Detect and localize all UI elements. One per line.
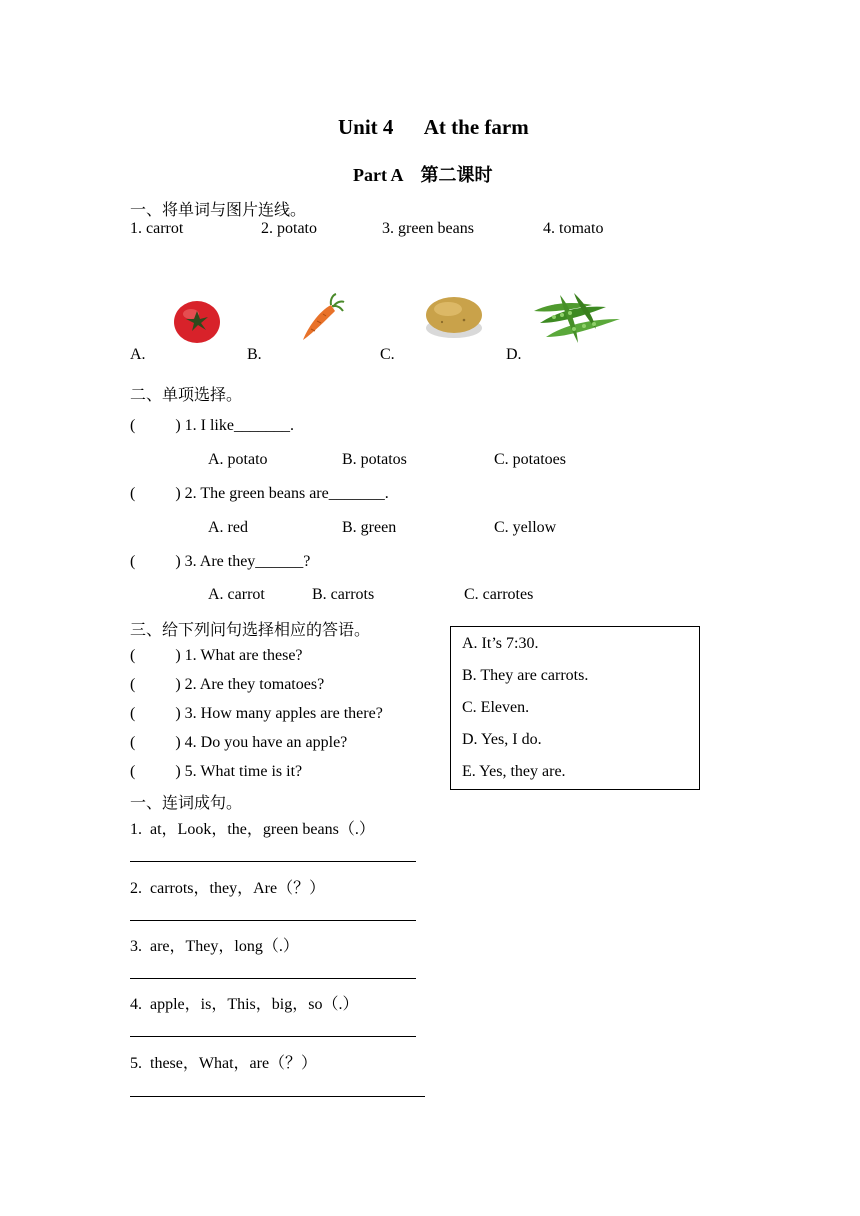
- page-title: Unit 4 At the farm: [338, 115, 529, 139]
- word-order-item: 5. these，What，are（？）: [130, 1055, 318, 1072]
- option-a: A. red: [208, 519, 248, 536]
- answer-option: D. Yes, I do.: [462, 731, 542, 748]
- question-stem: ( ) 1. I like_______.: [130, 417, 294, 434]
- option-c: C. carrotes: [464, 586, 534, 603]
- picture-label-a: A.: [130, 346, 146, 363]
- word-carrot: 1. carrot: [130, 220, 184, 237]
- picture-label-d: D.: [506, 346, 522, 363]
- option-a: A. carrot: [208, 586, 265, 603]
- section4-heading: 一、连词成句。: [130, 795, 243, 812]
- answer-line: [130, 1036, 416, 1037]
- option-c: C. potatoes: [494, 451, 566, 468]
- question-stem: ( ) 2. The green beans are_______.: [130, 485, 389, 502]
- answer-option: A. It’s 7:30.: [462, 635, 539, 652]
- word-potato: 2. potato: [261, 220, 317, 237]
- answer-line: [130, 861, 416, 862]
- section2-heading: 二、单项选择。: [130, 387, 243, 404]
- page-subtitle: Part A 第二课时: [353, 165, 493, 185]
- green-beans-icon: [530, 289, 624, 347]
- potato-icon: [424, 292, 484, 340]
- answer-option: B. They are carrots.: [462, 667, 589, 684]
- answer-option: E. Yes, they are.: [462, 763, 566, 780]
- match-question: ( ) 1. What are these?: [130, 647, 303, 664]
- option-b: B. green: [342, 519, 397, 536]
- match-question: ( ) 5. What time is it?: [130, 763, 303, 780]
- carrot-icon: [297, 293, 345, 343]
- match-question: ( ) 2. Are they tomatoes?: [130, 676, 325, 693]
- option-b: B. potatos: [342, 451, 407, 468]
- word-order-item: 1. at，Look，the，green beans（.）: [130, 821, 375, 838]
- picture-label-b: B.: [247, 346, 262, 363]
- word-tomato: 4. tomato: [543, 220, 604, 237]
- answer-box: [450, 626, 700, 790]
- word-green-beans: 3. green beans: [382, 220, 474, 237]
- option-c: C. yellow: [494, 519, 557, 536]
- answer-line: [130, 920, 416, 921]
- word-order-item: 4. apple，is，This，big，so（.）: [130, 996, 359, 1013]
- match-question: ( ) 3. How many apples are there?: [130, 705, 383, 722]
- word-order-item: 2. carrots，they，Are（？）: [130, 880, 326, 897]
- answer-option: C. Eleven.: [462, 699, 530, 716]
- section1-heading: 一、将单词与图片连线。: [130, 202, 307, 219]
- option-b: B. carrots: [312, 586, 375, 603]
- match-question: ( ) 4. Do you have an apple?: [130, 734, 348, 751]
- answer-line: [130, 978, 416, 979]
- question-stem: ( ) 3. Are they______?: [130, 553, 311, 570]
- picture-label-c: C.: [380, 346, 395, 363]
- option-a: A. potato: [208, 451, 268, 468]
- tomato-icon: [172, 297, 222, 345]
- answer-line: [130, 1096, 425, 1097]
- section3-heading: 三、给下列问句选择相应的答语。: [130, 622, 371, 639]
- word-order-item: 3. are，They，long（.）: [130, 938, 299, 955]
